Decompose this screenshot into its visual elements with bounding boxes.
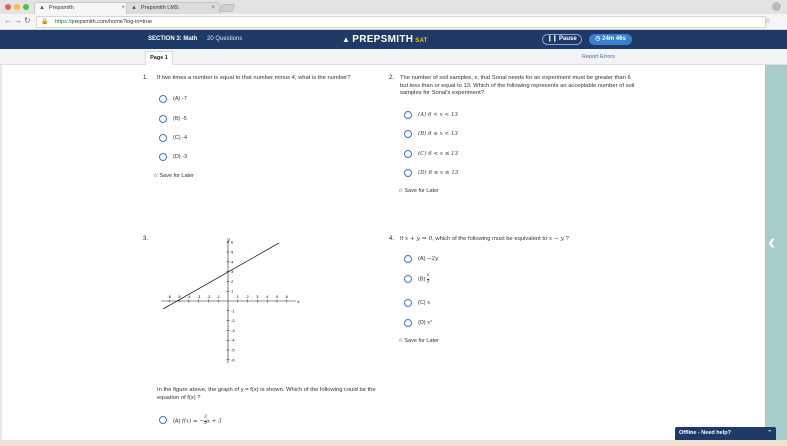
address-bar-row: [0, 14, 787, 30]
radio-button[interactable]: [404, 299, 412, 307]
y-tick-label: -6: [231, 357, 235, 363]
pause-label: Pause: [559, 36, 577, 42]
x-tick-label: 3: [256, 294, 259, 299]
question-text: In the figure above, the graph of y = f(x) is shown. Which of the following could be the equation of f(x) ?: [157, 387, 376, 401]
reload-icon[interactable]: ↻: [24, 16, 31, 25]
y-tick-label: 6: [231, 239, 234, 245]
section-title: SECTION 3: Math: [148, 36, 198, 42]
question-number: 4.: [389, 236, 395, 242]
profile-icon[interactable]: [772, 2, 781, 11]
function-line: [163, 243, 279, 309]
browser-tab-bar: [0, 0, 787, 14]
y-tick-label: 5: [231, 249, 234, 255]
y-tick-label: -4: [231, 337, 235, 343]
help-chat-button[interactable]: [675, 427, 776, 440]
save-for-later-button[interactable]: ☆Save for Later: [398, 188, 439, 194]
radio-button[interactable]: [159, 115, 167, 123]
x-tick-label: -6: [167, 294, 171, 299]
tab-prepsmith-lms[interactable]: [126, 2, 220, 14]
pause-icon: ❙❙: [547, 36, 558, 42]
timer-value: 24m 46s: [602, 36, 626, 42]
y-tick-label: 1: [231, 288, 234, 294]
radio-button[interactable]: [404, 255, 412, 263]
y-tick-label: 3: [231, 269, 234, 275]
y-tick-label: 2: [231, 278, 234, 284]
bottom-strip: [0, 440, 787, 446]
tab-prepsmith[interactable]: [34, 2, 130, 14]
left-edge: [0, 65, 2, 440]
forward-arrow-icon[interactable]: →: [14, 16, 22, 25]
x-tick-label: -4: [187, 294, 191, 299]
question-text: If x + y = 0, which of the following must be equivalent to x − y ?: [400, 236, 569, 242]
x-tick-label: -2: [206, 294, 211, 299]
save-for-later-button[interactable]: ☆Save for Later: [398, 338, 439, 344]
y-axis-label: y: [227, 237, 230, 243]
tab-page-1[interactable]: Page 1: [145, 51, 173, 65]
y-tick-label: -5: [231, 347, 235, 353]
new-tab-button[interactable]: [219, 4, 236, 12]
pause-button[interactable]: [542, 34, 582, 45]
timer-badge: [589, 34, 632, 45]
radio-button[interactable]: [404, 150, 412, 158]
tab-title: Prepsmith: [49, 5, 74, 11]
report-errors-link[interactable]: Report Errors: [582, 54, 616, 60]
back-arrow-icon[interactable]: ←: [4, 16, 12, 25]
x-tick-label: -5: [177, 294, 181, 299]
x-tick-label: 2: [246, 294, 249, 299]
x-tick-label: 5: [275, 294, 279, 299]
graduation-cap-icon: ▲: [131, 5, 137, 11]
y-tick-label: -1: [231, 308, 235, 314]
graduation-cap-icon: ▲: [39, 5, 45, 11]
question-number: 1.: [143, 75, 149, 81]
x-tick-label: 6: [285, 294, 288, 299]
minimize-window-dot[interactable]: [14, 4, 20, 10]
x-tick-label: -3: [196, 294, 201, 299]
star-icon: ☆: [398, 188, 404, 194]
maximize-window-dot[interactable]: [23, 4, 29, 10]
brand-name: PREPSMITH: [352, 34, 414, 45]
radio-button[interactable]: [404, 130, 412, 138]
radio-button[interactable]: [159, 153, 167, 161]
radio-button[interactable]: [159, 416, 167, 424]
x-tick-label: 1: [236, 294, 239, 299]
question-number: 3.: [143, 236, 149, 242]
graduation-cap-icon: ▲: [342, 35, 351, 44]
brand-logo: [342, 34, 428, 45]
tab-close-icon[interactable]: ×: [211, 5, 215, 11]
radio-button[interactable]: [159, 134, 167, 142]
question-text: If two times a number is equal to that number minus 4, what is the number?: [157, 75, 351, 81]
help-label: Offline - Need help?: [679, 430, 731, 436]
app-header: [0, 30, 787, 49]
question-text: The number of soil samples, x, that Sonal needs for an experiment must be greater than 6 but less than or equal to 13. Which of the following represents an acceptable number of soil samples for Sonal's experiment?: [400, 75, 635, 96]
star-icon: ☆: [398, 338, 404, 344]
url-scheme: https://: [55, 19, 72, 25]
brand-suffix: SAT: [415, 38, 428, 44]
y-tick-label: -3: [231, 327, 235, 333]
radio-button[interactable]: [404, 275, 412, 283]
radio-button[interactable]: [404, 169, 412, 177]
x-tick-label: 4: [266, 294, 269, 299]
clock-icon: ◷: [595, 36, 601, 42]
url-path: prepsmith.com/home?log-in=true: [71, 19, 153, 25]
x-tick-label: -1: [216, 294, 220, 299]
chevron-up-icon[interactable]: ⌃: [767, 430, 772, 436]
close-window-dot[interactable]: [5, 4, 11, 10]
radio-button[interactable]: [404, 111, 412, 119]
question-count: 20 Questions: [207, 36, 243, 42]
x-axis-label: x: [297, 299, 300, 305]
y-tick-label: -2: [231, 318, 235, 324]
page-nav: [0, 49, 787, 65]
tab-close-icon[interactable]: ×: [121, 5, 125, 11]
question-number: 2.: [389, 75, 395, 81]
star-icon: ☆: [153, 173, 159, 179]
y-tick-label: 4: [231, 259, 234, 265]
radio-button[interactable]: [404, 319, 412, 327]
chevron-left-icon[interactable]: ‹: [768, 229, 776, 254]
bookmark-star-icon[interactable]: ☆: [764, 18, 775, 25]
url-input[interactable]: [36, 16, 766, 28]
radio-button[interactable]: [159, 95, 167, 103]
save-for-later-button[interactable]: ☆Save for Later: [153, 173, 194, 179]
next-page-panel[interactable]: [765, 65, 787, 440]
lock-icon: 🔒: [41, 19, 49, 25]
tab-title: Prepsmith LMS: [141, 5, 179, 11]
function-graph: [157, 237, 300, 367]
